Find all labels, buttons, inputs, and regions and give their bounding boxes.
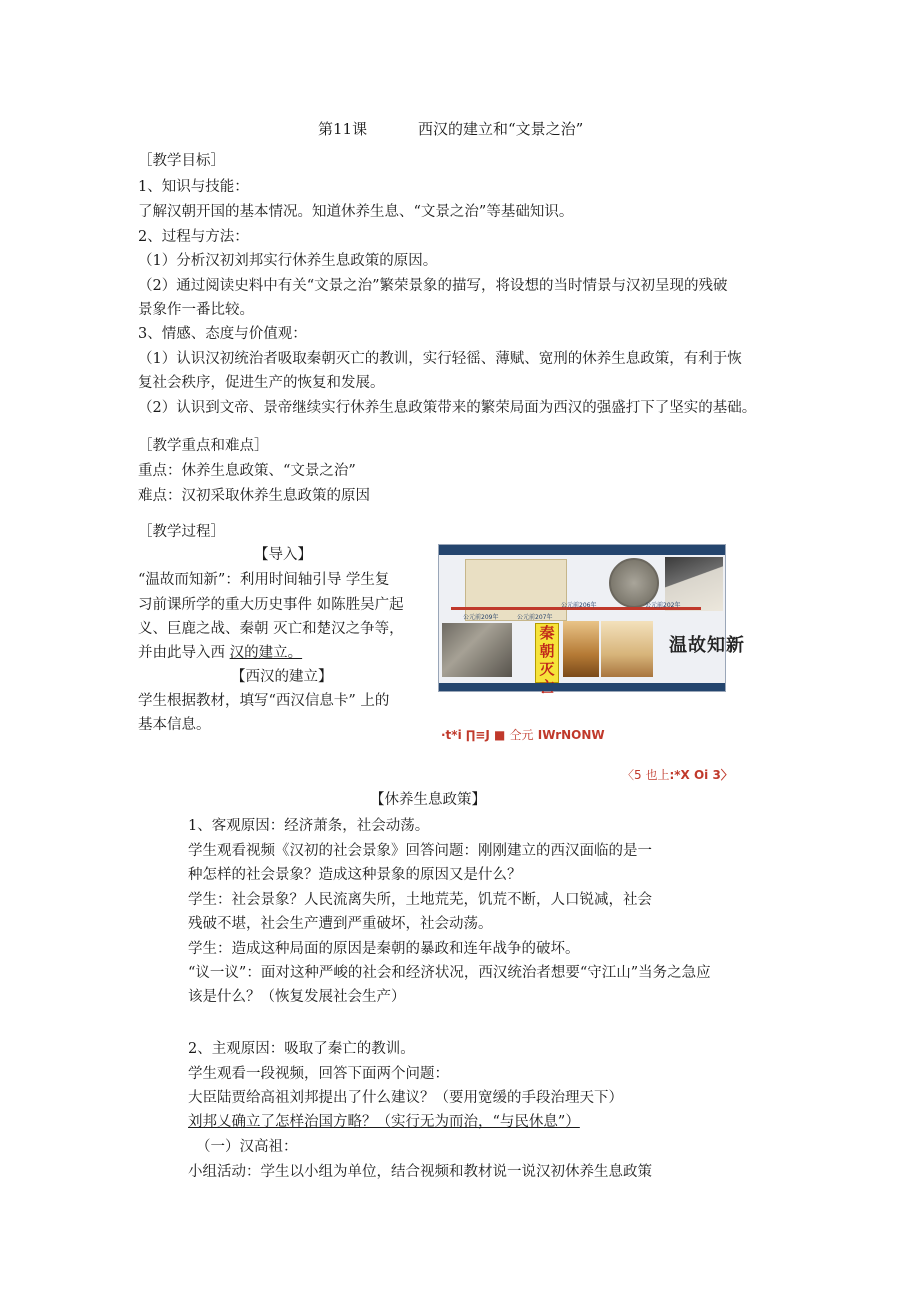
keypoint: 重点：休养生息政策、“文景之治”	[138, 463, 356, 479]
intro-line4	[138, 642, 302, 664]
timeline-year-4: 公元前202年	[645, 602, 681, 609]
p1-line2: 种怎样的社会景象？造成这种景象的原因又是什么？	[188, 867, 522, 883]
p1-line6: “议一议”：面对这种严峻的社会和经济状况，西汉统治者想要“守江山”当务之急应	[188, 965, 711, 981]
timeline-year-2: 公元前207年	[517, 614, 553, 621]
intro-line2: 习前课所学的重大历史事件 如陈胜吴广起	[138, 597, 404, 613]
p2-line3: 刘邦乂确立了怎样治国方略？（实行无为而治，“与民休息”）	[188, 1114, 580, 1130]
intro-line3: 义、巨鹿之战、秦朝 灭亡和楚汉之争等，	[138, 621, 404, 637]
p1-line1: 学生观看视频《汉初的社会景象》回答问题：刚刚建立的西汉面临的是一	[188, 843, 652, 859]
p2-line2: 大臣陆贾给高祖刘邦提出了什么建议？（要用宽缓的手段治理天下）	[188, 1090, 623, 1106]
p2-line4: 小组活动：学生以小组为单位，结合视频和教材说一说汉初休养生息政策	[188, 1164, 652, 1180]
keypoints-header: ［教学重点和难点］	[138, 438, 269, 454]
obj1-text: 了解汉朝开国的基本情况。知道休养生息、“文景之治”等基础知识。	[138, 204, 574, 220]
portrait-figure-2	[601, 621, 653, 677]
caption-garbled-2: 〈5 也上:*X Oi 3〉	[622, 768, 733, 782]
p2-title: 2、主观原因：吸取了秦亡的教训。	[188, 1041, 415, 1057]
obj1-title: 1、知识与技能：	[138, 179, 249, 195]
intro-line1: “温故而知新”：利用时间轴引导 学生复	[138, 572, 390, 588]
obj3-item2: （2）认识到文帝、景帝继续实行休养生息政策带来的繁荣局面为西汉的强盛打下了坚实的基础。	[138, 400, 757, 416]
obj2-item2-line2: 景象作一番比较。	[138, 302, 254, 318]
obj3-item1-line1: （1）认识汉初统治者吸取秦朝灭亡的教训，实行轻徭、薄赋、宽刑的休养生息政策，有利于恢	[138, 351, 742, 367]
difficulty: 难点：汉初采取休养生息政策的原因	[138, 488, 370, 504]
policy-header: 【休养生息政策】	[370, 792, 486, 808]
obj2-title: 2、过程与方法：	[138, 229, 249, 245]
timeline-year-3: 公元前206年	[561, 602, 597, 609]
intro-line4-a: 并由此导入西	[138, 645, 230, 661]
obj2-item2-line1: （2）通过阅读史料中有关“文景之治”繁荣景象的描写，将设想的当时情景与汉初呈现的残破	[138, 278, 728, 294]
p2-line1: 学生观看一段视频，回答下面两个问题：	[188, 1066, 449, 1082]
obj2-item1: （1）分析汉初刘邦实行休养生息政策的原因。	[138, 253, 438, 269]
timeline-slide-image	[438, 544, 745, 692]
slide-top-bar	[439, 545, 725, 555]
obj3-item1-line2: 复社会秩序，促进生产的恢复和发展。	[138, 375, 385, 391]
founding-line2: 基本信息。	[138, 717, 211, 733]
qin-fall-label: 秦朝灭	[535, 623, 559, 683]
process-header: ［教学过程］	[138, 524, 225, 540]
portrait-figure-1	[563, 621, 599, 677]
p1-line7: 该是什么？（恢复发展社会生产）	[188, 989, 406, 1005]
battle-painting	[442, 623, 512, 677]
objectives-header: ［教学目标］	[138, 153, 225, 169]
p2-sub: （一）汉高祖：	[196, 1139, 298, 1155]
intro-line4-b: 汉的建立。	[229, 645, 303, 661]
caption-garbled-1: ·t*i ∏≡J ■ 仝元 IWrNONW	[441, 728, 605, 742]
p1-line5: 学生：造成这种局面的原因是秦朝的暴政和连年战争的破坏。	[188, 941, 580, 957]
lesson-number: 第11课	[318, 120, 368, 138]
obj3-title: 3、情感、态度与价值观：	[138, 326, 307, 342]
slide-bottom-bar	[439, 683, 725, 691]
intro-header: 【导入】	[254, 547, 312, 563]
founding-line1: 学生根据教材，填写“西汉信息卡” 上的	[138, 693, 390, 709]
founding-header: 【西汉的建立】	[231, 669, 333, 685]
wengu-zhixin-label: 温故知新	[669, 635, 745, 656]
lesson-title: 西汉的建立和“文景之治”	[418, 120, 584, 138]
p1-line3: 学生：社会景象？人民流离失所，土地荒芜，饥荒不断，人口锐减，社会	[188, 892, 652, 908]
p1-title: 1、客观原因：经济萧条，社会动荡。	[188, 818, 430, 834]
timeline-year-1: 公元前209年	[463, 614, 499, 621]
p1-line4: 残破不堪，社会生产遭到严重破坏，社会动荡。	[188, 916, 493, 932]
